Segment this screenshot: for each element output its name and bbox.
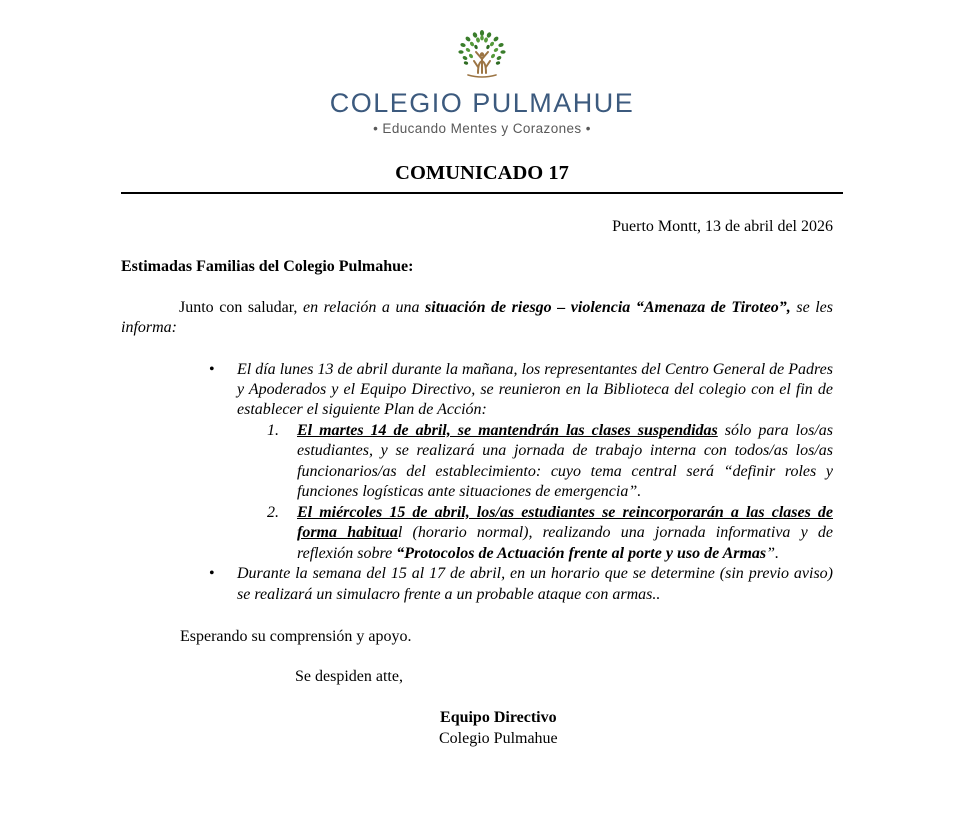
bullet-item-meeting bbox=[209, 360, 843, 421]
signature-name: Equipo Directivo bbox=[440, 709, 557, 727]
numbered-item-1-text: El martes 14 de abril, se mantendrán las clases suspendidas sólo para los/as estudiantes, y se realizará una jornada de trabajo interna con todos/as los/as funcionarios/as del establecimiento: cuyo tema central será “definir roles y funciones logísticas ante situaciones de emergencia”. bbox=[297, 421, 833, 501]
bullet-item-drill bbox=[209, 564, 843, 605]
logo-wordmark: COLEGIO PULMAHUE bbox=[329, 88, 635, 118]
tree-logo-icon bbox=[453, 28, 511, 86]
numbered-item-1-marker: 1. bbox=[267, 421, 279, 439]
signature-org: Colegio Pulmahue bbox=[439, 729, 558, 747]
logo-tagline: • Educando Mentes y Corazones • bbox=[373, 121, 591, 136]
farewell-line: Se despiden atte, bbox=[295, 667, 403, 685]
bullet-item-drill-text: Durante la semana del 15 al 17 de abril, en un horario que se determine (sin previo aviso) se realizará un simulacro frente a un probable ataque con armas.. bbox=[237, 565, 833, 603]
bullet-item-meeting-text: El día lunes 13 de abril durante la mañana, los representantes del Centro General de Padres y Apoderados y el Equipo Directivo, se reunieron en la Biblioteca del colegio con el fin de establecer el siguiente Plan de Acción: bbox=[237, 360, 833, 419]
numbered-item-wednesday bbox=[267, 503, 843, 564]
numbered-item-2-text: El miércoles 15 de abril, los/as estudiantes se reincorporarán a las clases de forma habitual (horario normal), realizando una jornada informativa y de reflexión sobre “Protocolos de Actuación frente al porte y uso de Armas”. bbox=[297, 503, 833, 562]
document-title: COMUNICADO 17 bbox=[121, 161, 843, 194]
signature-block bbox=[439, 708, 558, 749]
intro-paragraph: Junto con saludar, en relación a una situación de riesgo – violencia “Amenaza de Tiroteo”, se les informa: bbox=[121, 298, 833, 337]
numbered-item-2-marker: 2. bbox=[267, 503, 279, 521]
bullet-marker: • bbox=[209, 565, 215, 583]
figure-head bbox=[480, 52, 484, 56]
numbered-item-tuesday bbox=[267, 421, 843, 503]
date-line: Puerto Montt, 13 de abril del 2026 bbox=[612, 217, 833, 235]
salutation: Estimadas Familias del Colegio Pulmahue: bbox=[121, 258, 414, 276]
action-plan-list bbox=[121, 360, 843, 606]
school-logo bbox=[121, 28, 843, 136]
closing-line: Esperando su comprensión y apoyo. bbox=[180, 628, 412, 646]
bullet-marker: • bbox=[209, 360, 215, 378]
